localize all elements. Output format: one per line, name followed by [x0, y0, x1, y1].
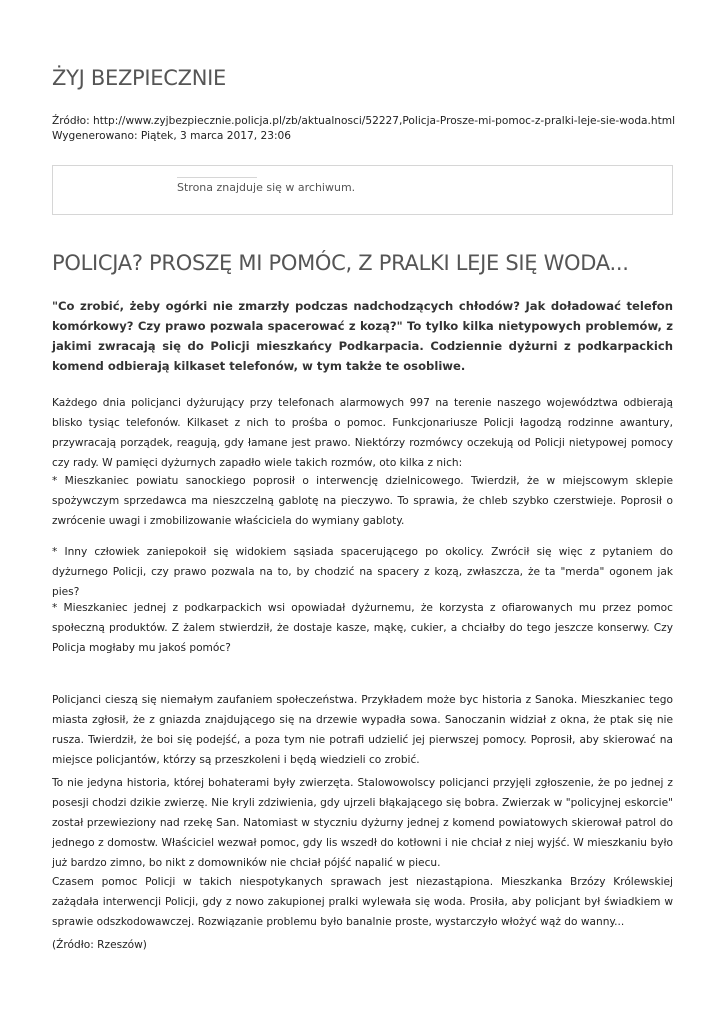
article-paragraph: To nie jedyna historia, której bohaterami były zwierzęta. Stalowowolscy policjanci przyjęli zgłoszenie, że po jednej z posesji chodzi dzikie zwierzę. Nie kryli zdziwienia, gdy ujrzeli błąkającego się bobra. Zwierzak w "policyjnej eskorcie" został przewieziony nad rzekę San. Natomiast w styczniu dyżurny jednej z komend powiatowych skierował patrol do jednego z domostw. Właściciel wezwał pomoc, gdy lis wszedł do kotłowni i nie chciał z niej wyjść. W mieszkaniu było już bardzo zimno, bo nikt z domowników nie chciał pójść napalić w piecu. [52, 777, 673, 869]
article-paragraph: Policjanci cieszą się niemałym zaufaniem społeczeństwa. Przykładem może byc historia z Sanoka. Mieszkaniec tego miasta zgłosił, że z gniazda znajdującego się na drzewie wypadła sowa. Sanoczanin widział z okna, że ptak się nie rusza. Twierdził, że boi się podejść, a poza tym nie potrafi udzielić jej pierwszej pomocy. Poprosił, aby skierować na miejsce policjantów, którzy są przeszkoleni i będą wiedzieli co zrobić. [52, 694, 673, 766]
archive-notice-box [52, 165, 673, 215]
article-paragraph: Czasem pomoc Policji w takich niespotykanych sprawach jest niezastąpiona. Mieszkanka Brzózy Królewskiej zażądała interwencji Policji, gdy z nowo zakupionej pralki wylewała się woda. Prosiła, aby policjant był świadkiem w sprawie odszkodowawczej. Rozwiązanie problemu było banalnie proste, wystarczyło włożyć wąż do wanny... [52, 876, 673, 928]
article-title: POLICJA? PROSZĘ MI POMÓC, Z PRALKI LEJE SIĘ WODA... [52, 251, 629, 275]
source-line: Źródło: http://www.zyjbezpiecznie.policja.pl/zb/aktualnosci/52227,Policja-Prosze-mi-pomoc-z-pralki-leje-sie-woda.html [52, 115, 676, 127]
article-paragraph: * Inny człowiek zaniepokoił się widokiem sąsiada spacerującego po okolicy. Zwrócił się więc z pytaniem do dyżurnego Policji, czy prawo pozwala na to, by chodzić na spacery z kozą, zwłaszcza, że ta "merda" ogonem jak pies? [52, 546, 673, 598]
document-meta [52, 114, 675, 144]
generated-line: Wygenerowano: Piątek, 3 marca 2017, 23:06 [52, 130, 292, 142]
site-title: ŻYJ BEZPIECZNIE [52, 66, 226, 90]
article-paragraph: Każdego dnia policjanci dyżurujący przy telefonach alarmowych 997 na terenie naszego województwa odbierają blisko tysiąc telefonów. Kilkaset z nich to prośba o pomoc. Funkcjonariusze Policji łagodzą rodzinne awantury, przywracają porządek, reagują, gdy łamane jest prawo. Niektórzy rozmówcy oczekują od Policji nietypowej pomocy czy rady. W pamięci dyżurnych zapadło wiele takich rozmów, oto kilka z nich: [52, 397, 673, 469]
archive-divider [177, 177, 257, 178]
archive-notice-text: Strona znajduje się w archiwum. [177, 181, 356, 194]
article-source: (Źródło: Rzeszów) [52, 939, 147, 951]
article-paragraph: * Mieszkaniec jednej z podkarpackich wsi opowiadał dyżurnemu, że korzysta z ofiarowanych mu przez pomoc społeczną produktów. Z żalem stwierdził, że dostaje kasze, mąkę, cukier, a chciałby do tego jeszcze konserwy. Czy Policja mogłaby mu jakoś pomóc? [52, 602, 673, 654]
article-paragraph: * Mieszkaniec powiatu sanockiego poprosił o interwencję dzielnicowego. Twierdził, że w miejscowym sklepie spożywczym sprzedawca ma nieszczelną gablotę na pieczywo. To sprawia, że chleb szybko czerstwieje. Poprosił o zwrócenie uwagi i zmobilizowanie właściciela do wymiany gabloty. [52, 475, 673, 527]
article-lead: "Co zrobić, żeby ogórki nie zmarzły podczas nadchodzących chłodów? Jak doładować telefon komórkowy? Czy prawo pozwala spacerować z kozą?" To tylko kilka nietypowych problemów, z jakimi zwracają się do Policji mieszkańcy Podkarpacia. Codziennie dyżurni z podkarpackich komend odbierają kilkaset telefonów, w tym także te osobliwe. [52, 299, 673, 373]
